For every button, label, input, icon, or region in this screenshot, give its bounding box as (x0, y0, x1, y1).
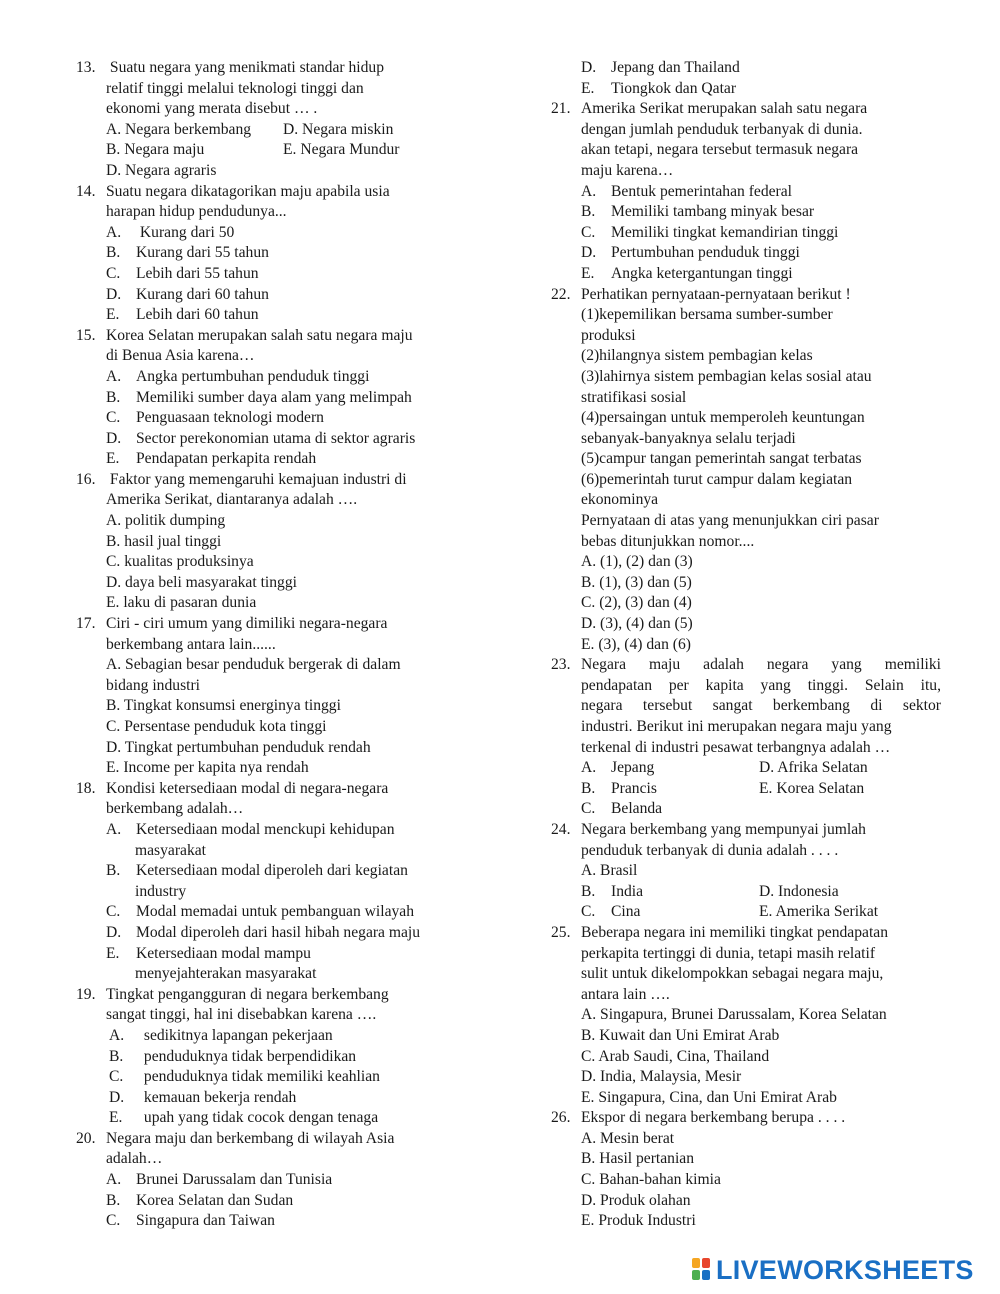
option-text: A. Negara berkembang (106, 120, 252, 138)
text-line: berkembang antara lain...... (106, 635, 276, 653)
option-letter: A. (106, 820, 122, 838)
question-text: Perhatikan pernyataan-pernyataan berikut ! (581, 285, 851, 303)
text-line: stratifikasi sosial (581, 388, 687, 406)
text-line: D. Produk olahan (581, 1191, 691, 1209)
text-line: B. Hasil pertanian (581, 1150, 695, 1168)
option-line (551, 58, 941, 79)
option-line (76, 243, 476, 264)
option-line (76, 1191, 476, 1212)
text-line: harapan hidup pendudunya... (106, 203, 287, 221)
text-line: B. Kuwait dan Uni Emirat Arab (581, 1026, 780, 1044)
text-line: (4)persaingan untuk memperoleh keuntungan (581, 409, 865, 427)
option-line (551, 243, 941, 264)
option-text: Sector perekonomian utama di sektor agraris (136, 429, 416, 447)
text-line: sulit untuk dikelompokkan sebagai negara maju, (581, 965, 884, 983)
text-line: akan tetapi, negara tersebut termasuk negara (581, 141, 859, 159)
option-letter: C. (581, 903, 596, 921)
option-text: Kurang dari 60 tahun (136, 285, 269, 303)
option-letter: A. (109, 1026, 125, 1044)
text-line: industri. Berikut ini merupakan negara maju yang (581, 718, 892, 735)
option-text: Tiongkok dan Qatar (611, 79, 737, 97)
option-text: upah yang tidak cocok dengan tenaga (140, 1109, 379, 1127)
question-text: Korea Selatan merupakan salah satu negara maju (106, 326, 413, 344)
question-number: 25. (551, 923, 571, 941)
option-text: Cina (611, 903, 641, 921)
option-letter: B. (581, 882, 596, 900)
option-text: Angka pertumbuhan penduduk tinggi (136, 367, 370, 385)
question-text: Negara berkembang yang mempunyai jumlah (581, 820, 866, 838)
option-line (551, 264, 941, 285)
text-line: D. (3), (4) dan (5) (581, 615, 693, 633)
question-text: Beberapa negara ini memiliki tingkat pendapatan (581, 923, 888, 941)
text-line: A. Brasil (581, 862, 638, 880)
option-continuation: menyejahterakan masyarakat (135, 965, 317, 983)
logo-text: LIVEWORKSHEETS (716, 1254, 974, 1285)
liveworksheets-logo-icon (692, 1258, 712, 1282)
text-line: maju karena… (581, 161, 674, 179)
option-text: sedikitnya lapangan pekerjaan (140, 1026, 333, 1044)
question-line (76, 1129, 476, 1150)
option-text: Jepang (611, 759, 655, 777)
text-line: di Benua Asia karena… (106, 347, 255, 365)
text-line: Pernyataan di atas yang menunjukkan ciri pasar (581, 512, 879, 530)
text-line: ekonominya (581, 491, 659, 509)
option-line (76, 264, 476, 285)
text-line: antara lain …. (581, 985, 670, 1003)
option-letter: C. (109, 1068, 124, 1086)
question-number: 15. (76, 326, 96, 344)
text-line: C. (2), (3) dan (4) (581, 594, 692, 612)
option-line (551, 79, 941, 100)
question-line (551, 820, 941, 841)
option-text: Angka ketergantungan tinggi (611, 264, 793, 282)
question-number: 17. (76, 615, 96, 633)
text-line: D. Tingkat pertumbuhan penduduk rendah (106, 738, 371, 756)
option-text: B. Negara maju (106, 141, 205, 159)
text-line: C. kualitas produksinya (106, 553, 254, 571)
option-letter: E. (581, 79, 595, 97)
question-line (76, 779, 476, 800)
option-text: Lebih dari 55 tahun (136, 264, 259, 282)
option-line (76, 223, 476, 244)
text-line: berkembang adalah… (106, 800, 244, 818)
text-line (551, 696, 941, 717)
text-line: A. Singapura, Brunei Darussalam, Korea Selatan (581, 1006, 887, 1024)
right-column (551, 58, 941, 1232)
option-line (551, 223, 941, 244)
option-letter: C. (106, 264, 121, 282)
option-text: Kurang dari 55 tahun (136, 244, 269, 262)
option-text: Prancis (611, 779, 657, 797)
option-line (551, 202, 941, 223)
question-text: Tingkat pengangguran di negara berkembang (106, 985, 389, 1003)
option-cell (581, 882, 759, 903)
option-text: Memiliki tambang minyak besar (611, 203, 815, 221)
option-text: Singapura dan Taiwan (136, 1212, 275, 1230)
text-line: B. hasil jual tinggi (106, 532, 222, 550)
text-line: sangat tinggi, hal ini disebabkan karena …. (106, 1006, 377, 1024)
option-line (76, 861, 476, 882)
option-text: Memiliki sumber daya alam yang melimpah (136, 388, 412, 406)
text-line: C. Bahan-bahan kimia (581, 1171, 721, 1189)
option-line (76, 1026, 476, 1047)
option-line (76, 1108, 476, 1129)
question-line (76, 985, 476, 1006)
text-line: dengan jumlah penduduk terbanyak di dunia. (581, 120, 863, 138)
option-text: Ketersediaan modal menckupi kehidupan (136, 820, 395, 838)
text-line: D. Negara agraris (106, 161, 217, 179)
question-line (551, 285, 941, 306)
question-number: 23. (551, 656, 571, 674)
question-text: Kondisi ketersediaan modal di negara-negara (106, 779, 389, 797)
question-text: Faktor yang memengaruhi kemajuan industri di (106, 470, 407, 488)
option-line (76, 408, 476, 429)
option-line (551, 182, 941, 203)
option-letter: D. (106, 285, 122, 303)
text-line: E. Singapura, Cina, dan Uni Emirat Arab (581, 1088, 837, 1106)
option-pair-line (551, 902, 941, 923)
question-line (551, 923, 941, 944)
option-text: penduduknya tidak memiliki keahlian (140, 1068, 380, 1086)
left-column (76, 58, 476, 1232)
option-letter: A. (106, 367, 122, 385)
option-text: Belanda (611, 800, 663, 818)
text-line: Amerika Serikat, diantaranya adalah …. (106, 491, 358, 509)
question-line (551, 1108, 941, 1129)
option-letter: B. (581, 203, 596, 221)
option-letter: B. (106, 388, 121, 406)
option-text: D. Negara miskin (283, 120, 394, 138)
question-text: Suatu negara dikatagorikan maju apabila usia (106, 182, 390, 200)
option-text: Korea Selatan dan Sudan (136, 1191, 294, 1209)
option-letter: C. (106, 1212, 121, 1230)
option-text: E. Amerika Serikat (759, 903, 879, 921)
text-line: A. Sebagian besar penduduk bergerak di dalam (106, 656, 401, 674)
question-text: Negara maju dan berkembang di wilayah Asia (106, 1129, 395, 1147)
option-letter: E. (581, 264, 595, 282)
question-number: 19. (76, 985, 96, 1003)
option-letter: E. (109, 1109, 123, 1127)
option-line (76, 305, 476, 326)
option-letter: A. (581, 759, 597, 777)
text-line: produksi (581, 326, 636, 344)
question-line (551, 655, 941, 676)
option-continuation: industry (135, 882, 187, 900)
text-line: E. Income per kapita nya rendah (106, 759, 309, 777)
text-line: (3)lahirnya sistem pembagian kelas sosial atau (581, 367, 872, 385)
question-line (76, 326, 476, 347)
text-line: perkapita tertinggi di dunia, tetapi masih relatif (581, 944, 876, 962)
option-line (76, 429, 476, 450)
option-text: Pertumbuhan penduduk tinggi (611, 244, 800, 262)
option-letter: D. (106, 923, 122, 941)
option-text: Memiliki tingkat kemandirian tinggi (611, 223, 839, 241)
question-number: 14. (76, 182, 96, 200)
text-line: C. Arab Saudi, Cina, Thailand (581, 1047, 770, 1065)
option-line (76, 1170, 476, 1191)
question-line (551, 99, 941, 120)
liveworksheets-logo[interactable] (692, 1255, 992, 1285)
option-line (76, 1088, 476, 1109)
option-letter: E. (106, 306, 120, 324)
question-number: 18. (76, 779, 96, 797)
option-text: Lebih dari 60 tahun (136, 306, 259, 324)
justified-text: pendapatan per kapita yang tinggi. Selain itu, (581, 676, 941, 694)
text-line: A. politik dumping (106, 512, 226, 530)
question-text: Ekspor di negara berkembang berupa . . . . (581, 1109, 846, 1127)
text-line: ekonomi yang merata disebut … . (106, 100, 318, 118)
question-line (76, 58, 476, 79)
text-line: E. Produk Industri (581, 1212, 696, 1230)
option-letter: C. (106, 903, 121, 921)
option-letter: E. (106, 944, 120, 962)
option-line (76, 1067, 476, 1088)
option-letter: A. (106, 1171, 122, 1189)
option-line (76, 449, 476, 470)
option-text: E. Korea Selatan (759, 779, 865, 797)
option-letter: A. (581, 182, 597, 200)
option-continuation: masyarakat (135, 841, 207, 859)
option-line (551, 799, 941, 820)
text-line: (1)kepemilikan bersama sumber-sumber (581, 306, 833, 324)
question-number: 21. (551, 100, 571, 118)
option-text: Bentuk pemerintahan federal (611, 182, 792, 200)
option-letter: D. (581, 244, 597, 262)
question-text: Suatu negara yang menikmati standar hidup (106, 59, 385, 76)
option-letter: E. (106, 450, 120, 468)
option-pair-line (551, 758, 941, 779)
question-number: 24. (551, 820, 571, 838)
question-number: 20. (76, 1129, 96, 1147)
option-text: kemauan bekerja rendah (140, 1088, 297, 1106)
question-number: 13. (76, 59, 96, 76)
text-line: E. (3), (4) dan (6) (581, 635, 691, 653)
option-line (76, 1211, 476, 1232)
text-line: bidang industri (106, 676, 200, 694)
option-letter: D. (109, 1088, 125, 1106)
option-line (76, 820, 476, 841)
option-text: Modal memadai untuk pembanguan wilayah (136, 903, 415, 921)
text-line: A. Mesin berat (581, 1129, 675, 1147)
option-line (76, 923, 476, 944)
option-letter: D. (106, 429, 122, 447)
option-letter: B. (106, 1191, 121, 1209)
option-pair-line (551, 779, 941, 800)
option-letter: B. (109, 1047, 124, 1065)
option-line (76, 944, 476, 965)
option-line (76, 367, 476, 388)
option-cell (581, 779, 759, 800)
option-letter: B. (106, 862, 121, 880)
text-line: sebanyak-banyaknya selalu terjadi (581, 429, 796, 447)
option-text: Ketersediaan modal mampu (136, 944, 311, 962)
question-line (76, 182, 476, 203)
option-text: Kurang dari 50 (136, 223, 235, 241)
option-letter: D. (581, 59, 597, 76)
question-text: Amerika Serikat merupakan salah satu negara (581, 100, 868, 118)
option-letter: A. (106, 223, 122, 241)
text-line: relatif tinggi melalui teknologi tinggi dan (106, 79, 364, 97)
question-text: Negara maju adalah negara yang memiliki (581, 656, 941, 674)
option-line (76, 902, 476, 923)
text-line: D. daya beli masyarakat tinggi (106, 573, 297, 591)
option-text: Ketersediaan modal diperoleh dari kegiatan (136, 862, 408, 880)
option-text: penduduknya tidak berpendidikan (140, 1047, 357, 1065)
question-number: 16. (76, 470, 96, 488)
option-letter: B. (581, 779, 596, 797)
option-cell (581, 902, 759, 923)
option-text: Pendapatan perkapita rendah (136, 450, 317, 468)
question-number: 26. (551, 1109, 571, 1127)
option-text: Modal diperoleh dari hasil hibah negara maju (136, 923, 421, 941)
option-letter: B. (106, 244, 121, 262)
text-line: adalah… (106, 1150, 163, 1168)
question-line (76, 470, 476, 491)
option-line (76, 1047, 476, 1068)
text-line: D. India, Malaysia, Mesir (581, 1068, 742, 1086)
text-line: E. laku di pasaran dunia (106, 594, 257, 612)
option-text: D. Afrika Selatan (759, 759, 868, 777)
option-letter: C. (581, 800, 596, 818)
option-letter: C. (106, 409, 121, 427)
question-line (76, 614, 476, 635)
justified-text: negara tersebut sangat berkembang di sektor (581, 697, 941, 715)
option-pair-line (76, 120, 476, 141)
text-line (551, 676, 941, 697)
option-pair-line (551, 882, 941, 903)
option-line (76, 285, 476, 306)
text-line: (2)hilangnya sistem pembagian kelas (581, 347, 813, 365)
option-pair-line (76, 140, 476, 161)
text-line: B. Tingkat konsumsi energinya tinggi (106, 697, 341, 715)
option-text: India (611, 882, 644, 900)
text-line: (6)pemerintah turut campur dalam kegiatan (581, 470, 853, 488)
option-text: D. Indonesia (759, 882, 839, 900)
option-text: Penguasaan teknologi modern (136, 409, 324, 427)
option-text: Brunei Darussalam dan Tunisia (136, 1171, 333, 1189)
text-line: terkenal di industri pesawat terbangnya adalah … (581, 738, 891, 756)
text-line: C. Persentase penduduk kota tinggi (106, 718, 327, 735)
question-number: 22. (551, 285, 571, 303)
option-text: E. Negara Mundur (283, 141, 400, 159)
text-line: bebas ditunjukkan nomor.... (581, 532, 755, 550)
option-text: Jepang dan Thailand (611, 59, 740, 76)
question-text: Ciri - ciri umum yang dimiliki negara-negara (106, 615, 388, 633)
option-letter: C. (581, 223, 596, 241)
option-line (76, 388, 476, 409)
option-cell (581, 758, 759, 779)
text-line: penduduk terbanyak di dunia adalah . . . . (581, 841, 839, 859)
text-line: B. (1), (3) dan (5) (581, 573, 692, 591)
text-line: (5)campur tangan pemerintah sangat terbatas (581, 450, 862, 468)
text-line: A. (1), (2) dan (3) (581, 553, 693, 571)
